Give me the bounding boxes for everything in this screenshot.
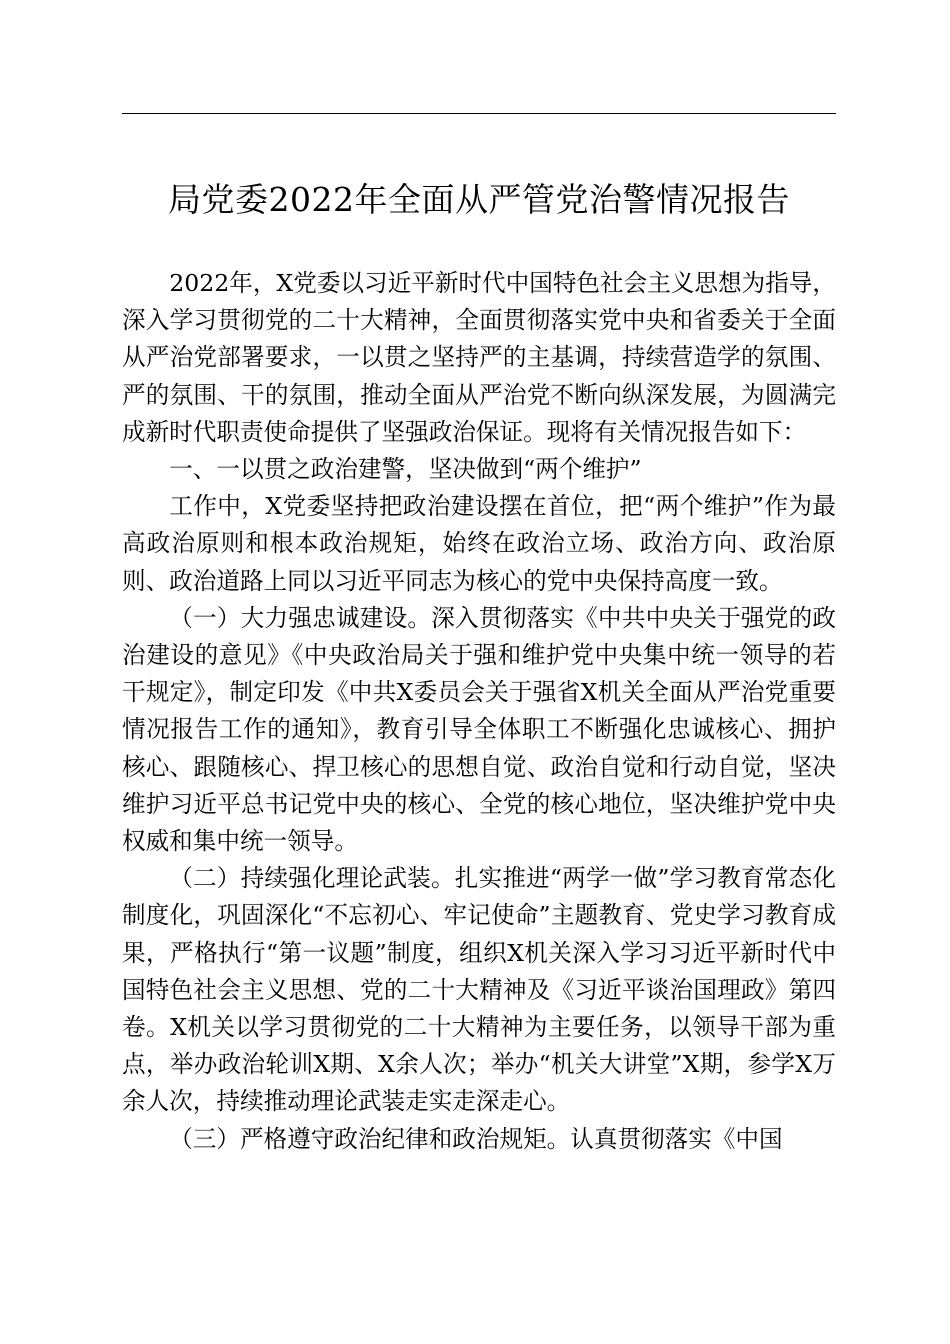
section-heading-1: 一、一以贯之政治建警，坚决做到“两个维护” xyxy=(169,455,642,484)
header-rule xyxy=(122,113,836,114)
document-title: 局党委2022年全面从严管党治警情况报告 xyxy=(168,180,790,219)
paragraph-subsection-1: （一）大力强忠诚建设。深入贯彻落实《中共中央关于强党的政治建设的意见》《中央政治局关于强和维护党中央集中统一领导的若干规定》，制定印发《中共X委员会关于强省X机关全面从严治党重要情况报告工作的通知》，教育引导全体职工不断强化忠诚核心、拥护核心、跟随核心、捍卫核心的思想自觉、政治自觉和行动自觉，坚决维护习近平总书记党中央的核心、全党的核心地位，坚决维护党中央权威和集中统一领导。 xyxy=(122,603,836,856)
paragraph-intro: 2022年，X党委以习近平新时代中国特色社会主义思想为指导，深入学习贯彻党的二十大精神，全面贯彻落实党中央和省委关于全面从严治党部署要求，一以贯之坚持严的主基调，持续营造学的氛围、严的氛围、干的氛围，推动全面从严治党不断向纵深发展，为圆满完成新时代职责使命提供了坚强政治保证。现将有关情况报告如下： xyxy=(122,269,836,446)
paragraph-subsection-2: （二）持续强化理论武装。扎实推进“两学一做”学习教育常态化制度化，巩固深化“不忘初心、牢记使命”主题教育、党史学习教育成果，严格执行“第一议题”制度，组织X机关深入学习习近平新时代中国特色社会主义思想、党的二十大精神及《习近平谈治国理政》第四卷。X机关以学习贯彻党的二十大精神为主要任务，以领导干部为重点，举办政治轮训X期、X余人次；举办“机关大讲堂”X期，参学X万余人次，持续推动理论武装走实走深走心。 xyxy=(122,864,836,1116)
paragraph-subsection-3: （三）严格遵守政治纪律和政治规矩。认真贯彻落实《中国 xyxy=(169,1124,783,1153)
document-body xyxy=(122,265,836,1158)
paragraph-section-1: 工作中，X党委坚持把政治建设摆在首位，把“两个维护”作为最高政治原则和根本政治规矩，始终在政治立场、政治方向、政治原则、政治道路上同以习近平同志为核心的党中央保持高度一致。 xyxy=(122,492,836,595)
